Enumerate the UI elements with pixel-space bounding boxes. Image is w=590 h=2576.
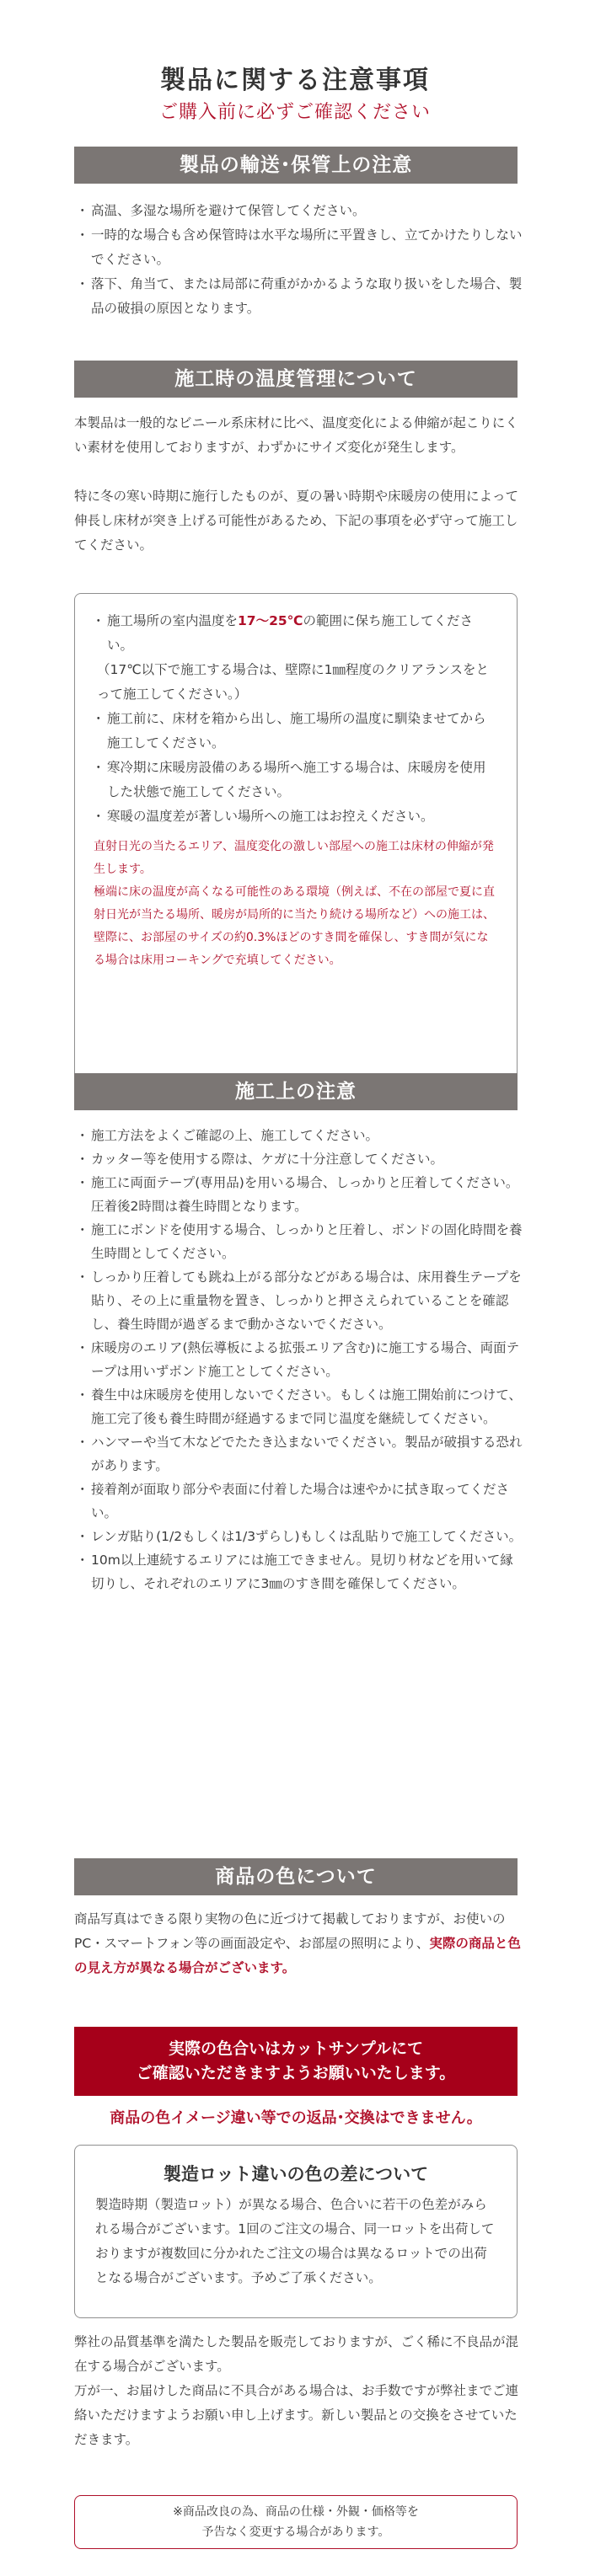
lot-box-heading: 製造ロット違いの色の差について [163,2164,429,2184]
list-item: ・ カッター等を使用する際は、ケガに十分注意してください。 [78,1147,524,1171]
list-item: ・ 寒冷期に床暖房設備のある場所へ施工する場合は、床暖房を使用した状態で施工してください。 [94,756,498,804]
temperature-range: 17〜25℃ [238,613,303,628]
list-item: ・ 10m以上連続するエリアには施工できません。見切り材などを用いて縁切りし、それぞれのエリアに3㎜のすき間を確保してください。 [78,1548,524,1595]
section-heading-temperature: 施工時の温度管理について [74,361,518,398]
closing-paragraph-2: 万が一、お届けした商品に不具合がある場合は、お手数ですが弊社までご連絡いただけますようお願い申し上げます。新しい製品との交換をさせていただきます。 [74,2383,519,2447]
list-item: ・ 養生中は床暖房を使用しないでください。もしくは施工開始前につけて、施工完了後も養生時間が経過するまで同じ温度を継続してください。 [78,1383,524,1430]
color-paragraph [74,1907,521,1980]
temperature-paragraph-1: 本製品は一般的なビニール系床材に比べ、温度変化による伸縮が起こりにくい素材を使用しておりますが、わずかにサイズ変化が発生します。 [74,415,518,455]
page-subtitle: ご購入前に必ずご確認ください [158,102,431,123]
list-item: ・ 一時的な場合も含め保管時は水平な場所に平置きし、立てかけたりしないでください。 [78,223,524,272]
color-paragraph-highlight: 実際の商品と色の見え方が異なる場合がございます。 [74,1936,521,1975]
banner-line-1: 実際の色合いはカットサンプルにて [168,2039,424,2058]
list-item: ・ 施工方法をよくご確認の上、施工してください。 [78,1124,524,1147]
temperature-note: （17℃以下で施工する場合は、壁際に1㎜程度のクリアランスをとって施工してください。） [97,662,490,702]
list-item: ・ 寒暖の温度差が著しい場所への施工はお控えください。 [94,804,498,829]
item-text: の範囲に保ち施工してください。 [107,613,473,653]
lot-box-body: 製造時期（製造ロット）が異なる場合、色合いに若干の色差がみられる場合がございます。1回のご注文の場合、同一ロットを出荷しておりますが複数回に分かれたご注文の場合は異なるロットでの出荷となる場合がございます。予めご了承ください。 [95,2197,495,2285]
list-item: ・ 落下、角当て、または局部に荷重がかかるような取り扱いをした場合、製品の破損の原因となります。 [78,272,524,321]
warning-text-1: 直射日光の当たるエリア、温度変化の激しい部屋への施工は床材の伸縮が発生します。 [94,840,494,876]
notice-line-1: ※商品改良の為、商品の仕様・外観・価格等を [173,2505,419,2519]
section-heading-transport: 製品の輸送･保管上の注意 [74,147,518,184]
no-return-notice: 商品の色イメージ違い等での返品･交換はできません。 [110,2109,482,2127]
list-item: ・ 床暖房のエリア(熱伝導板による拡張エリア含む)に施工する場合、両面テープは用いずボンド施工としてください。 [78,1336,524,1383]
list-item: ・ 接着剤が面取り部分や表面に付着した場合は速やかに拭き取ってください。 [78,1478,524,1525]
section-heading-install: 施工上の注意 [74,1073,518,1110]
list-item: ・ 施工にボンドを使用する場合、しっかりと圧着し、ボンドの固化時間を養生時間としてください。 [78,1218,524,1265]
notice-box [74,2495,518,2549]
lot-box [74,2145,518,2318]
cut-sample-banner [74,2027,518,2096]
list-item: ・ ハンマーや当て木などでたたき込まないでください。製品が破損する恐れがあります。 [78,1430,524,1478]
color-paragraph-text: 商品写真はできる限り実物の色に近づけて掲載しておりますが、お使いのPC・スマートフォン等の画面設定や、お部屋の照明により、 [74,1911,506,1951]
list-item: ・ 高温、多湿な場所を避けて保管してください。 [78,199,524,223]
warning-text-2: 極端に床の温度が高くなる可能性のある環境（例えば、不在の部屋で夏に直射日光が当たる場所、暖房が局所的に当たり続ける場所など）への施工は、壁際に、お部屋のサイズの約0.3%ほどのすき間を確保し、すき間が気になる場合は床用コーキングで充填してください。 [94,885,495,967]
page-title: 製品に関する注意事項 [160,66,430,95]
section-heading-color: 商品の色について [74,1858,518,1895]
list-item: ・ 施工に両面テープ(専用品)を用いる場合、しっかりと圧着してください。圧着後2時間は養生時間となります。 [78,1171,524,1218]
list-item: ・ 施工前に、床材を箱から出し、施工場所の温度に馴染ませてから施工してください。 [94,707,498,756]
list-item: ・ しっかり圧着しても跳ね上がる部分などがある場合は、床用養生テープを貼り、その上に重量物を置き、しっかりと押さえられていることを確認し、養生時間が過ぎるまで動かさないでください。 [78,1265,524,1336]
closing-paragraph-1: 弊社の品質基準を満たした製品を販売しておりますが、ごく稀に不良品が混在する場合がございます。 [74,2334,519,2374]
temperature-paragraph-2: 特に冬の寒い時期に施行したものが、夏の暑い時期や床暖房の使用によって伸長し床材が突き上げる可能性があるため、下記の事項を必ず守って施工してください。 [74,489,519,553]
transport-list [78,199,524,321]
temperature-box-list [94,609,498,658]
temperature-box-list-2 [94,707,498,829]
item-text: 施工場所の室内温度を [107,613,239,628]
list-item [94,609,498,658]
temperature-box [74,593,518,1080]
list-item: ・ レンガ貼り(1/2もしくは1/3ずらし)もしくは乱貼りで施工してください。 [78,1525,524,1548]
banner-line-2: ご確認いただきますようお願いいたします。 [136,2064,456,2082]
notice-line-2: 予告なく変更する場合があります。 [201,2525,390,2539]
install-list [78,1124,524,1595]
